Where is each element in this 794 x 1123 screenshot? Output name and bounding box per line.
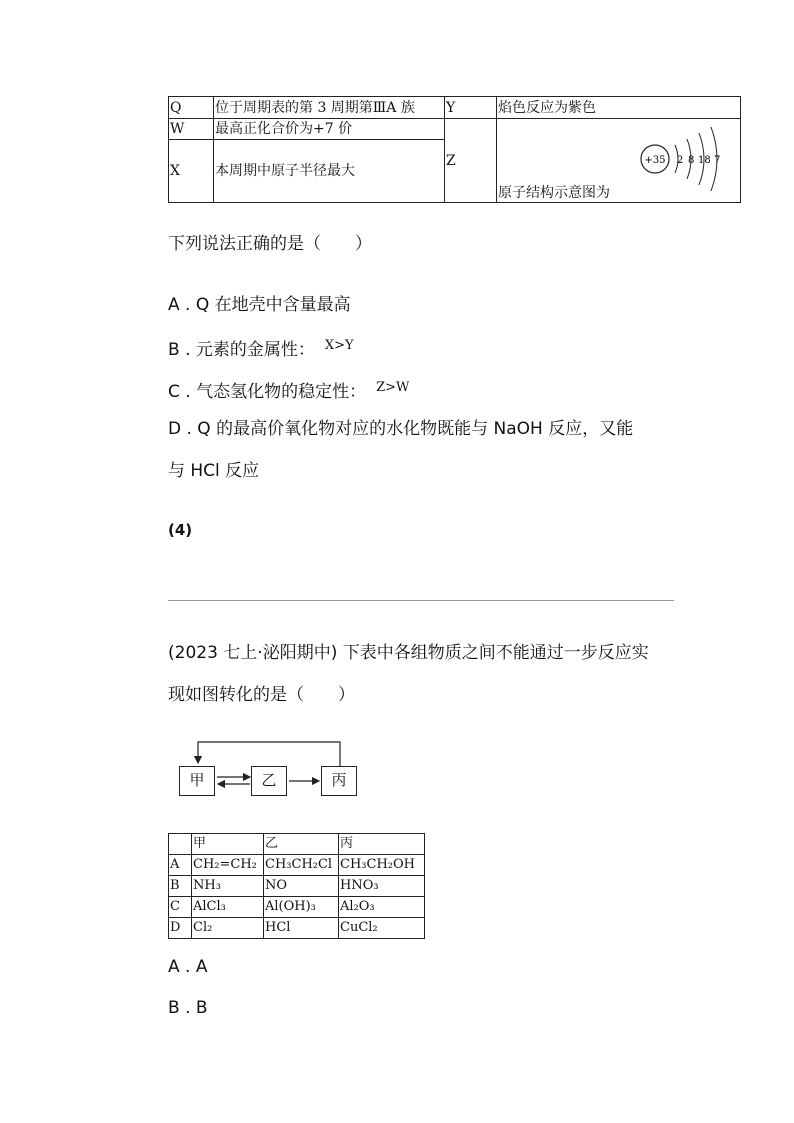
table-row — [169, 876, 425, 897]
cell-yi: NO — [264, 876, 339, 897]
row-label: C — [169, 897, 192, 918]
option-c-formula: Z>W — [376, 380, 410, 395]
cell-yi: HCl — [264, 918, 339, 939]
atom-shell-1: 2 — [677, 155, 684, 166]
header-cell — [169, 834, 192, 855]
header-cell-yi: 乙 — [264, 834, 339, 855]
cell-jia: CH₂=CH₂ — [192, 855, 264, 876]
question1-option-a[interactable]: A . Q 在地壳中含量最高 — [168, 295, 351, 315]
atom-shell-3: 18 — [698, 155, 711, 166]
table-row — [169, 897, 425, 918]
cell-bing: HNO₃ — [339, 876, 425, 897]
cell-jia: Cl₂ — [192, 918, 264, 939]
question2-option-b[interactable]: B . B — [168, 998, 208, 1018]
atom-nucleus-label: +35 — [644, 155, 666, 166]
question2-stem-line1: (2023 七上·泌阳期中) 下表中各组物质之间不能通过一步反应实 — [168, 643, 649, 663]
cell-bing: CH₃CH₂OH — [339, 855, 425, 876]
table-cell-q-label: Q — [169, 97, 214, 119]
table-cell-q-desc: 位于周期表的第 3 周期第ⅢA 族 — [214, 97, 445, 119]
cell-jia: AlCl₃ — [192, 897, 264, 918]
cell-yi: CH₃CH₂Cl — [264, 855, 339, 876]
atom-structure-diagram — [637, 121, 727, 199]
diagram-box-jia: 甲 — [179, 766, 215, 796]
option-b-formula: X>Y — [324, 338, 354, 353]
question1-option-d-continued: 与 HCl 反应 — [168, 461, 260, 481]
table-cell-z-label: Z — [445, 119, 497, 203]
table-cell-y-desc: 焰色反应为紫色 — [497, 97, 741, 119]
table-cell-w-desc: 最高正化合价为+7 价 — [214, 119, 445, 140]
atom-shell-4: 7 — [714, 155, 721, 166]
element-info-table — [168, 96, 741, 203]
table-cell-x-label: X — [169, 140, 214, 203]
table-cell-x-desc: 本周期中原子半径最大 — [214, 140, 445, 203]
table-cell-y-label: Y — [445, 97, 497, 119]
header-cell-bing: 丙 — [339, 834, 425, 855]
part-label: (4) — [168, 521, 193, 539]
table-cell-w-label: W — [169, 119, 214, 140]
table-header-row — [169, 834, 425, 855]
row-label: A — [169, 855, 192, 876]
question1-option-c[interactable] — [168, 376, 409, 404]
atom-shell-2: 8 — [688, 155, 695, 166]
header-cell-jia: 甲 — [192, 834, 264, 855]
question1-option-b[interactable] — [168, 334, 354, 362]
substances-table — [168, 833, 425, 939]
cell-yi: Al(OH)₃ — [264, 897, 339, 918]
cell-jia: NH₃ — [192, 876, 264, 897]
z-desc-text: 原子结构示意图为 — [498, 185, 610, 201]
question1-option-d[interactable]: D . Q 的最高价氧化物对应的水化物既能与 NaOH 反应，又能 — [168, 419, 634, 439]
row-label: D — [169, 918, 192, 939]
table-row — [169, 855, 425, 876]
option-b-text: B . 元素的金属性： — [168, 340, 315, 360]
cell-bing: CuCl₂ — [339, 918, 425, 939]
diagram-box-bing: 丙 — [321, 766, 357, 796]
question2-stem-line2: 现如图转化的是（ ） — [168, 685, 355, 705]
section-divider — [168, 600, 674, 601]
question1-stem: 下列说法正确的是（ ） — [168, 234, 372, 254]
option-c-text: C . 气态氢化物的稳定性： — [168, 382, 367, 402]
cell-bing: Al₂O₃ — [339, 897, 425, 918]
diagram-box-yi: 乙 — [251, 766, 287, 796]
question2-option-a[interactable]: A . A — [168, 957, 208, 977]
row-label: B — [169, 876, 192, 897]
table-cell-z-desc — [497, 119, 741, 203]
table-row — [169, 918, 425, 939]
